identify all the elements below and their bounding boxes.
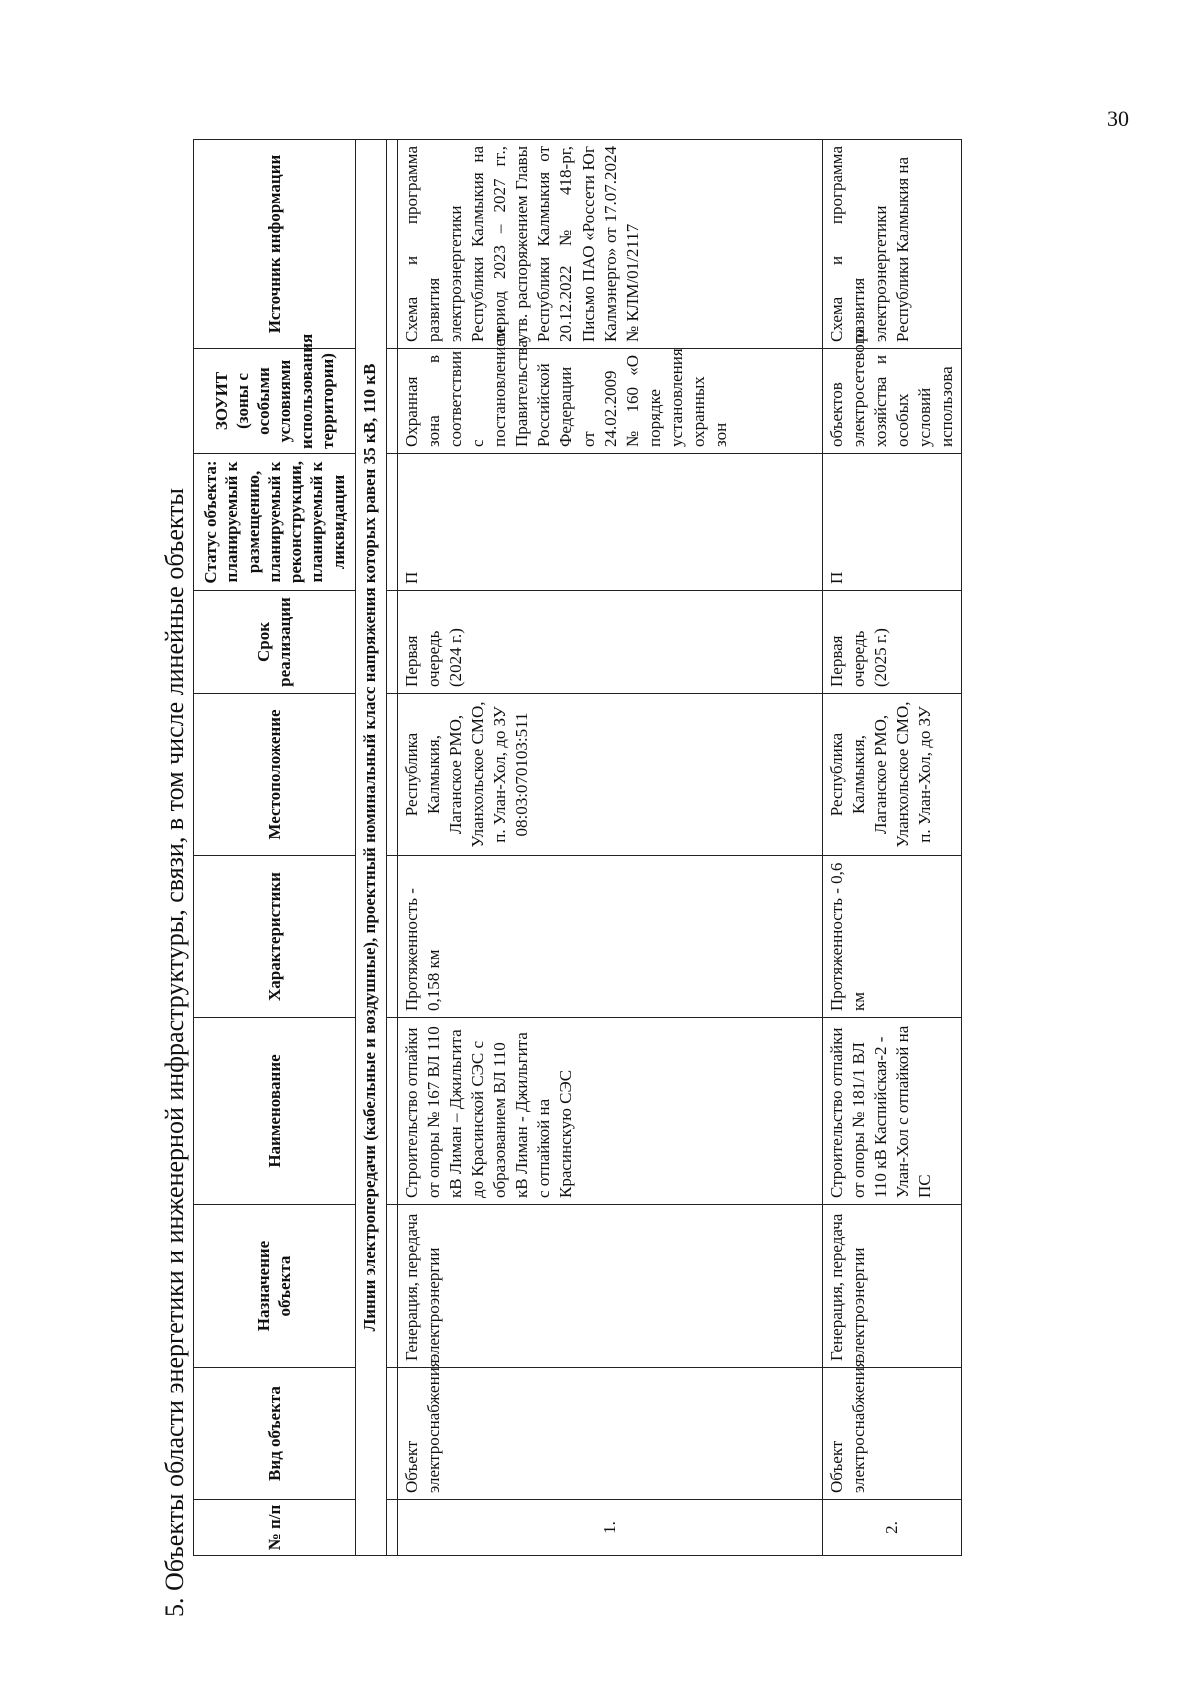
header-term: Срок реализации (194, 591, 356, 694)
row-purpose: Генерация, передача электроэнергии (397, 1205, 822, 1368)
table-row (822, 140, 962, 1556)
header-characteristics: Характеристики (194, 856, 356, 1018)
objects-table (193, 139, 962, 1556)
header-type: Вид объекта (194, 1368, 356, 1500)
header-source: Источник информации (194, 140, 356, 349)
row-zouit: объектов электросетевого хозяйства и особых условий использова (822, 349, 962, 454)
row-num: 2. (822, 1500, 962, 1556)
row-status: П (822, 454, 962, 591)
page-number: 30 (1107, 106, 1129, 131)
table-row (397, 140, 822, 1556)
row-num: 1. (397, 1500, 822, 1556)
section-title: 5. Объекты области энергетики и инженерной инфраструктуры, связи, в том числе линейные объекты (160, 487, 189, 1617)
section-row (355, 140, 386, 1556)
row-source: Схема и программа развития электроэнергетики Республики Калмыкия на (822, 140, 962, 349)
header-location: Местоположение (194, 694, 356, 856)
header-name: Наименование (194, 1018, 356, 1205)
row-type: Объект электроснабжения (822, 1368, 962, 1500)
row-zouit: Охранная зона в соответствии с постановлением Правительства Российской Федерации от 24.02.2009 № 160 «О порядке установления охранных зон (397, 349, 822, 454)
row-characteristics: Протяженность - 0,6 км (822, 856, 962, 1018)
row-type: Объект электроснабжения (397, 1368, 822, 1500)
row-term: Первая очередь (2024 г.) (397, 591, 822, 694)
row-source: Схема и программа развития электроэнергетики Республики Калмыкия на период 2023 – 2027 гг., утв. распоряжением Главы Республики Калмыкия от 20.12.2022 № 418-рг, Письмо ПАО «Россети Юг Калмэнерго» от 17.07.2024 № КЛМ/01/2117 (397, 140, 822, 349)
spacer-row (386, 140, 397, 1556)
section-heading: Линии электропередачи (кабельные и воздушные), проектный номинальный класс напряжения которых равен 35 кВ, 110 кВ (355, 140, 386, 1556)
row-status: П (397, 454, 822, 591)
row-term: Первая очередь (2025 г.) (822, 591, 962, 694)
header-zouit: ЗОУИТ (зоны с особыми условиями использования территории) (194, 349, 356, 454)
row-location: Республика Калмыкия, Лаганское РМО, Уланхольское СМО, п. Улан-Хол, до ЗУ 08:03:070103:511 (397, 694, 822, 856)
row-location: Республика Калмыкия, Лаганское РМО, Уланхольское СМО, п. Улан-Хол, до ЗУ (822, 694, 962, 856)
row-purpose: Генерация, передача электроэнергии (822, 1205, 962, 1368)
row-characteristics: Протяженность - 0,158 км (397, 856, 822, 1018)
header-num: № п/п (194, 1500, 356, 1556)
header-purpose: Назначение объекта (194, 1205, 356, 1368)
header-status: Статус объекта: планируемый к размещению, планируемый к реконструкции, планируемый к ликвидации (194, 454, 356, 591)
row-name: Строительство отпайки от опоры № 181/1 ВЛ 110 кВ Каспийская-2 - Улан-Хол с отпайкой на ПС (822, 1018, 962, 1205)
header-row (194, 140, 356, 1556)
row-name: Строительство отпайки от опоры № 167 ВЛ 110 кВ Лиман – Джильгита до Красинской СЭС с образованием ВЛ 110 кВ Лиман - Джильгита с отпайкой на Красинскую СЭС (397, 1018, 822, 1205)
